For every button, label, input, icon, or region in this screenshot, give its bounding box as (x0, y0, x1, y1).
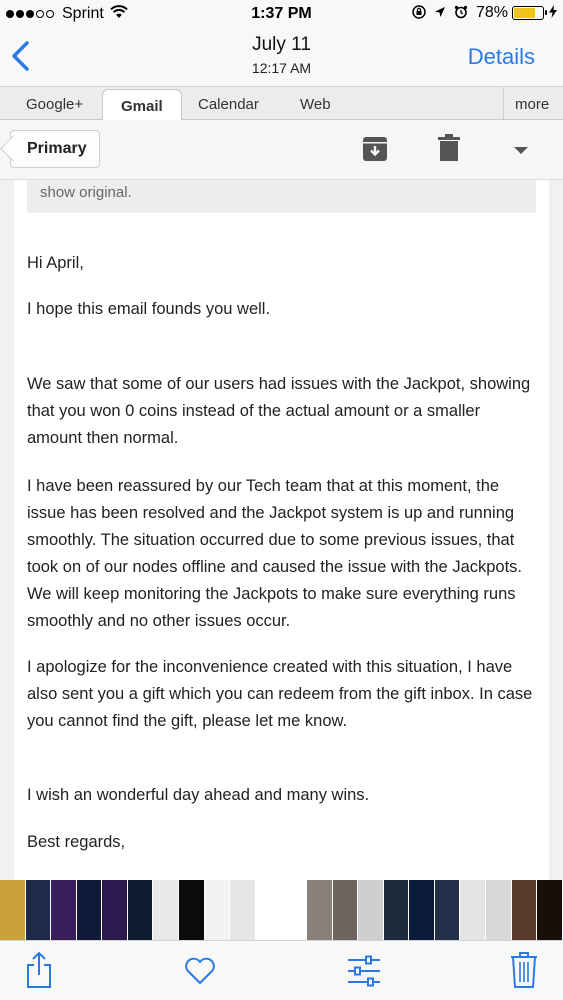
charging-bolt-icon (549, 5, 557, 21)
photo-thumbnail[interactable] (384, 880, 410, 940)
photo-thumbnail[interactable] (460, 880, 486, 940)
heart-icon (184, 957, 216, 985)
trash-icon (510, 951, 538, 989)
photo-thumbnail[interactable] (512, 880, 538, 940)
photo-thumbnail[interactable] (179, 880, 205, 940)
email-paragraph: I have been reassured by our Tech team that at this moment, the issue has been resolved and the Jackpot system is up and running smoothly. The situation occurred due to some previous issues, that took on of our nodes offline and caused the issue with the Jackpots. We will keep monitoring the Jackpots to make sure everything runs smoothly and no other issues occur. (27, 477, 523, 630)
share-button[interactable] (26, 951, 52, 994)
delete-button[interactable] (438, 134, 460, 162)
photo-thumbnail[interactable] (281, 880, 307, 940)
alarm-icon (454, 5, 468, 22)
status-bar (0, 0, 563, 28)
navigation-bar (0, 28, 563, 86)
tab-divider (503, 87, 504, 119)
carrier-name: Sprint (62, 5, 104, 22)
photo-thumbnail-strip[interactable] (0, 880, 563, 940)
tab-calendar[interactable]: Calendar (198, 96, 259, 113)
app-tabs (0, 86, 563, 120)
photo-thumbnail[interactable] (51, 880, 77, 940)
orientation-lock-icon (412, 5, 426, 22)
photo-thumbnail[interactable] (0, 880, 26, 940)
sliders-icon (346, 955, 382, 987)
more-actions-button[interactable] (512, 144, 530, 156)
battery-icon (512, 6, 544, 20)
message-time: 12:17 AM (251, 60, 312, 76)
primary-label: Primary (27, 140, 87, 157)
dropdown-arrow-icon (512, 145, 530, 157)
photo-thumbnail[interactable] (77, 880, 103, 940)
archive-icon (362, 136, 388, 162)
tab-more[interactable]: more (515, 96, 550, 113)
email-signoff: Best regards, (27, 833, 126, 851)
tab-web[interactable]: Web (300, 96, 331, 113)
email-greeting: Hi April, (27, 254, 84, 272)
photo-thumbnail[interactable] (333, 880, 359, 940)
photo-thumbnail[interactable] (153, 880, 179, 940)
email-paragraph: I apologize for the inconvenience created with this situation, I have also sent you a gift which you can redeem from the gift inbox. In case you cannot find the gift, please let me know. (27, 658, 533, 730)
photo-thumbnail[interactable] (486, 880, 512, 940)
show-original-link[interactable]: show original. (27, 180, 536, 213)
photo-thumbnail[interactable] (230, 880, 256, 940)
photo-thumbnail[interactable] (128, 880, 154, 940)
tab-gmail[interactable]: Gmail (102, 89, 182, 120)
edit-adjust-button[interactable] (346, 955, 382, 992)
photo-thumbnail[interactable] (435, 880, 461, 940)
location-icon (434, 5, 446, 21)
share-icon (26, 951, 52, 989)
photo-thumbnail[interactable] (537, 880, 563, 940)
photo-thumbnail[interactable] (256, 880, 282, 940)
tab-google-plus[interactable]: Google+ (26, 96, 84, 113)
photo-thumbnail[interactable] (307, 880, 333, 940)
email-paragraph: I wish an wonderful day ahead and many wins. (27, 786, 370, 804)
bottom-toolbar (0, 940, 563, 1000)
details-button[interactable]: Details (467, 44, 535, 69)
photo-thumbnail[interactable] (358, 880, 384, 940)
photo-thumbnail[interactable] (409, 880, 435, 940)
mail-toolbar (0, 120, 563, 180)
photo-thumbnail[interactable] (102, 880, 128, 940)
email-paragraph: I hope this email founds you well. (27, 300, 271, 318)
photo-thumbnail[interactable] (26, 880, 52, 940)
email-card (14, 180, 549, 880)
email-paragraph: We saw that some of our users had issues with the Jackpot, showing that you won 0 coins instead of the actual amount or a smaller amount then normal. (27, 375, 531, 447)
email-content-area[interactable] (0, 180, 563, 880)
status-time: 1:37 PM (251, 5, 312, 22)
message-date: July 11 (252, 34, 311, 55)
delete-photo-button[interactable] (510, 951, 538, 994)
favorite-button[interactable] (184, 957, 216, 990)
battery-percent: 78% (475, 4, 508, 21)
trash-icon (438, 134, 460, 162)
photo-thumbnail[interactable] (205, 880, 231, 940)
primary-back-button[interactable] (10, 130, 100, 168)
archive-button[interactable] (362, 136, 388, 162)
status-right (404, 4, 557, 22)
battery-level (514, 8, 535, 18)
